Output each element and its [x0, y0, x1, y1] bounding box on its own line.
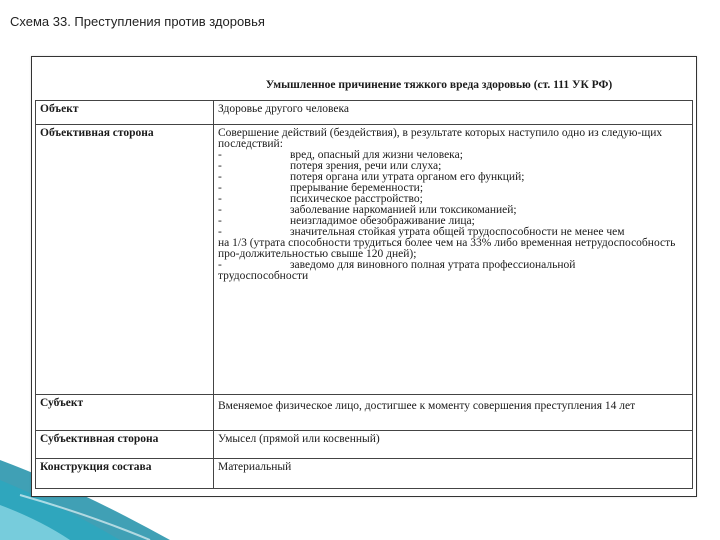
list-item: - значительная стойкая утрата общей трудоспособности не менее чем: [218, 226, 625, 238]
objective-last-tail: трудоспособности: [218, 270, 309, 282]
row-value-objective: [214, 125, 693, 395]
list-item: - потеря зрения, речи или слуха;: [218, 160, 442, 172]
objective-intro: Совершение действий (бездействия), в результате которых наступило одно из следую-щих последствий:: [218, 127, 663, 150]
row-value-construction: Материальный: [214, 459, 693, 489]
row-label-subject: Субъект: [36, 395, 214, 431]
row-value-subjective: Умысел (прямой или косвенный): [214, 431, 693, 459]
consequences-list-tail: [218, 260, 688, 271]
document-heading: Умышленное причинение тяжкого вреда здоровью (ст. 111 УК РФ): [265, 79, 613, 91]
row-value-object: Здоровье другого человека: [214, 101, 693, 125]
list-item: - прерывание беременности;: [218, 182, 424, 194]
row-label-objective: Объективная сторона: [36, 125, 214, 395]
list-item: - вред, опасный для жизни человека;: [218, 149, 463, 161]
document-panel: [31, 56, 697, 497]
table-row-subject: [36, 395, 693, 431]
list-item: - потеря органа или утрата органом его функций;: [218, 171, 525, 183]
list-item: - психическое расстройство;: [218, 193, 423, 205]
list-item: - неизгладимое обезображивание лица;: [218, 215, 475, 227]
consequences-list: [218, 150, 688, 238]
table-row-construction: [36, 459, 693, 489]
slide-title: Схема 33. Преступления против здоровья: [10, 14, 265, 29]
table-row-object: [36, 101, 693, 125]
crime-elements-table: [35, 100, 693, 489]
objective-continuation: на 1/3 (утрата способности трудиться более чем на 33% либо временная нетрудоспособность про-должительностью свыше 120 дней);: [218, 237, 676, 260]
row-label-construction: Конструкция состава: [36, 459, 214, 489]
list-item: - заболевание наркоманией или токсикоманией;: [218, 204, 517, 216]
row-label-object: Объект: [36, 101, 214, 125]
list-item: - заведомо для виновного полная утрата профессиональной: [218, 259, 576, 271]
row-label-subjective: Субъективная сторона: [36, 431, 214, 459]
table-row-subjective: [36, 431, 693, 459]
table-row-objective: [36, 125, 693, 395]
row-value-subject: Вменяемое физическое лицо, достигшее к моменту совершения преступления 14 лет: [214, 395, 693, 431]
